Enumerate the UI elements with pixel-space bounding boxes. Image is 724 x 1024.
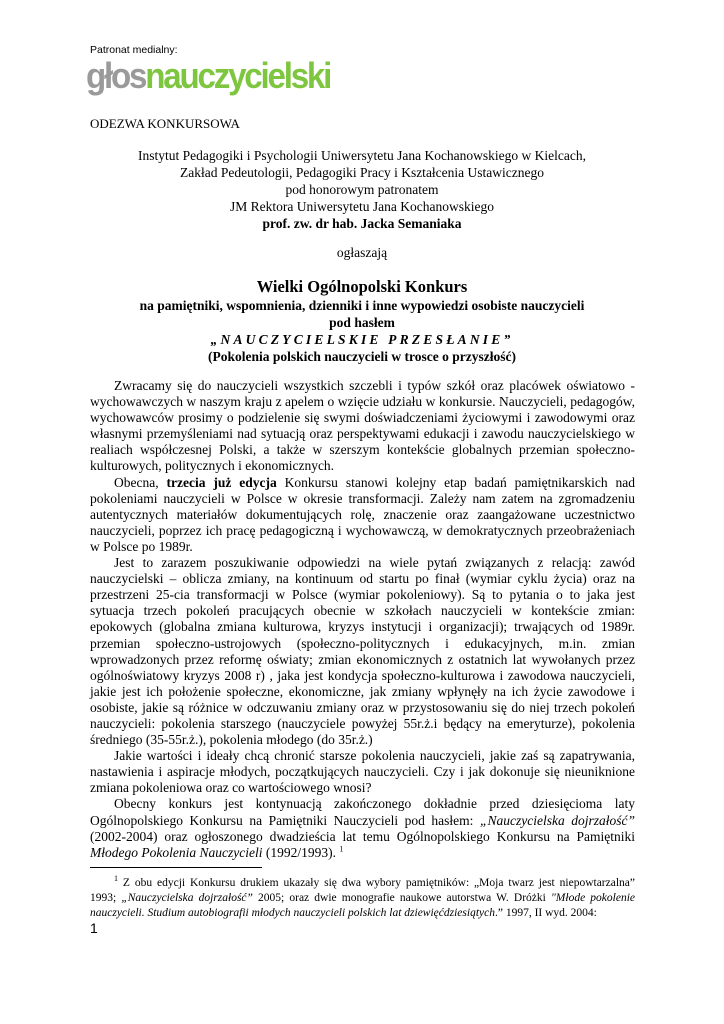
paragraph-text: Obecna, (114, 474, 167, 490)
organizer-line: JM Rektora Uniwersytetu Jana Kochanowskiego (230, 199, 494, 214)
footnote-text: Z obu edycji Konkursu drukiem ukazały się dwa wybory pamiętników: „Moja twarz jest niepowtarzalna” 1993; (90, 877, 635, 904)
contest-motto: „NAUCZYCIELSKIE PRZESŁANIE” (210, 332, 514, 347)
contest-motto-subtitle: (Pokolenia polskich nauczycieli w trosce o przyszłość) (208, 349, 516, 364)
footnote-marker: 1 (114, 874, 118, 884)
paragraph: Jakie wartości i ideały chcą chronić starsze pokolenia nauczycieli, jakie zaś są zapatrywania, nastawienia i aspiracje młodych, początkujących nauczycieli. Czy i jak dokonuje się nieuniknione zmiana pokoleniowa oraz co wartościowego wnosi? (90, 748, 635, 796)
patron-name: prof. zw. dr hab. Jacka Semaniaka (262, 216, 462, 231)
footnote-reference[interactable]: 1 (339, 844, 344, 854)
paragraph-text: (1992/1993). (262, 844, 340, 860)
paragraph-text: Konkursu stanowi kolejny etap badań pamiętnikarskich nad pokoleniami nauczycieli w Polsce w okresie transformacji. Zależy nam zatem na zgromadzeniu autentycznych materiałów dokumentujących rolę, znaczenie oraz zaangażowane uczestnictwo nauczycieli, poprzez ich pracę pedagogiczną i wychowawczą, w demokratycznych przeobrażeniach w Polsce po 1989r. (90, 474, 636, 554)
glos-nauczycielski-logo (86, 56, 330, 96)
paragraph: Zwracamy się do nauczycieli wszystkich szczebli i typów szkół oraz placówek oświatowo - wychowawczych w naszym kraju z apelem o wzięcie udziału w konkursie. Nauczycieli, pedagogów, wychowawców prosimy o podzielenie się swymi doświadczeniami życiowymi i zawodowymi oraz własnymi przemyśleniami nad sytuacją oraz perspektywami edukacji i zawodu nauczycielskiego w realiach współczesnej Polski, a także w szerszym kontekście globalnych przemian społeczno-kulturowych, politycznych i ekonomicznych. (90, 378, 635, 474)
logo-part-glos: głos (86, 55, 146, 96)
paragraph-italic: Młodego Pokolenia Nauczycieli (90, 844, 263, 860)
footnote-text: 2005; oraz dwie monografie naukowe autorstwa W. Dróżki (252, 892, 551, 904)
page-number: 1 (90, 920, 98, 936)
media-patronage-label: Patronat medialny: (90, 44, 178, 56)
logo-part-nauczycielski: nauczycielski (145, 55, 331, 96)
footnote-text: .” 1997, II wyd. 2004: (494, 907, 597, 919)
paragraph: Jest to zarazem poszukiwanie odpowiedzi na wiele pytań związanych z relacją: zawód nauczycielski – oblicza zmiany, na kontinuum od startu po finał (wymiar cyklu życia) oraz na przestrzeni 25-cia transformacji w Polsce (wymiar pokoleniowy). Są to pytania o to jaka jest sytuacja trzech pokoleń pracujących obecnie w szkołach nauczycieli w kontekście zmian: epokowych (globalna zmiana kulturowa, kryzys instytucji i organizacji); trwających od 1989r. przemian społeczno-ustrojowych (społeczno-politycznych i edukacyjnych, m.in. zmian wprowadzonych przez reformę oświaty; zmian ekonomicznych z ostatnich lat wywołanych przez ogólnoświatowy kryzys 2008 r) , jaka jest kondycja społeczno-kulturowa i zawodowa nauczycieli, jakie jest ich położenie społeczne, ekonomiczne, jak zmiany wpłynęły na ich życie zawodowe i osobiste, jakie są różnice w odczuwaniu zmiany oraz w przystosowaniu się do niej trzech pokoleń nauczycieli: pokolenia starszego (nauczyciele powyżej 55r.ż.i będący na emeryturze), pokolenia średniego (35-55r.ż.), pokolenia młodego (do 35r.ż.) (90, 555, 635, 748)
contest-description: na pamiętniki, wspomnienia, dzienniki i inne wypowiedzi osobiste nauczycieli (139, 298, 585, 313)
footnote-italic: „Nauczycielska dojrzałość” (121, 892, 253, 904)
body-text (90, 378, 635, 861)
contest-motto-label: pod hasłem (329, 315, 395, 330)
announces-text: ogłaszają (336, 245, 388, 260)
organizer-line: Instytut Pedagogiki i Psychologii Uniwersytetu Jana Kochanowskiego w Kielcach, (137, 148, 587, 163)
paragraph-text: (2002-2004) oraz ogłoszonego dwadzieścia lat temu Ogólnopolskiego Konkursu na Pamiętniki (90, 828, 635, 844)
paragraph-italic: „Nauczycielska dojrzałość” (479, 812, 636, 828)
paragraph (90, 475, 635, 555)
organizers-block (90, 147, 634, 232)
paragraph-text: Obecny konkurs jest kontynuacją zakończonego dokładnie przed dziesięcioma laty Ogólnopolskiego Konkursu na Pamiętniki Nauczycieli pod hasłem: (90, 796, 635, 828)
footnote (90, 876, 635, 921)
paragraph-emphasis: trzecia już edycja (166, 474, 277, 490)
contest-subtitle-block (90, 297, 634, 365)
appeal-heading: ODEZWA KONKURSOWA (90, 116, 240, 131)
footnote-separator (90, 867, 262, 868)
contest-title: Wielki Ogólnopolski Konkurs (256, 277, 468, 296)
organizer-line: Zakład Pedeutologii, Pedagogiki Pracy i Kształcenia Ustawicznego (179, 165, 545, 180)
paragraph (90, 796, 635, 860)
organizer-line: pod honorowym patronatem (285, 182, 439, 197)
footnote-italic: "Młode pokolenie nauczycieli. Studium autobiografii młodych nauczycieli polskich lat dziewięćdziesiątych (90, 892, 635, 919)
